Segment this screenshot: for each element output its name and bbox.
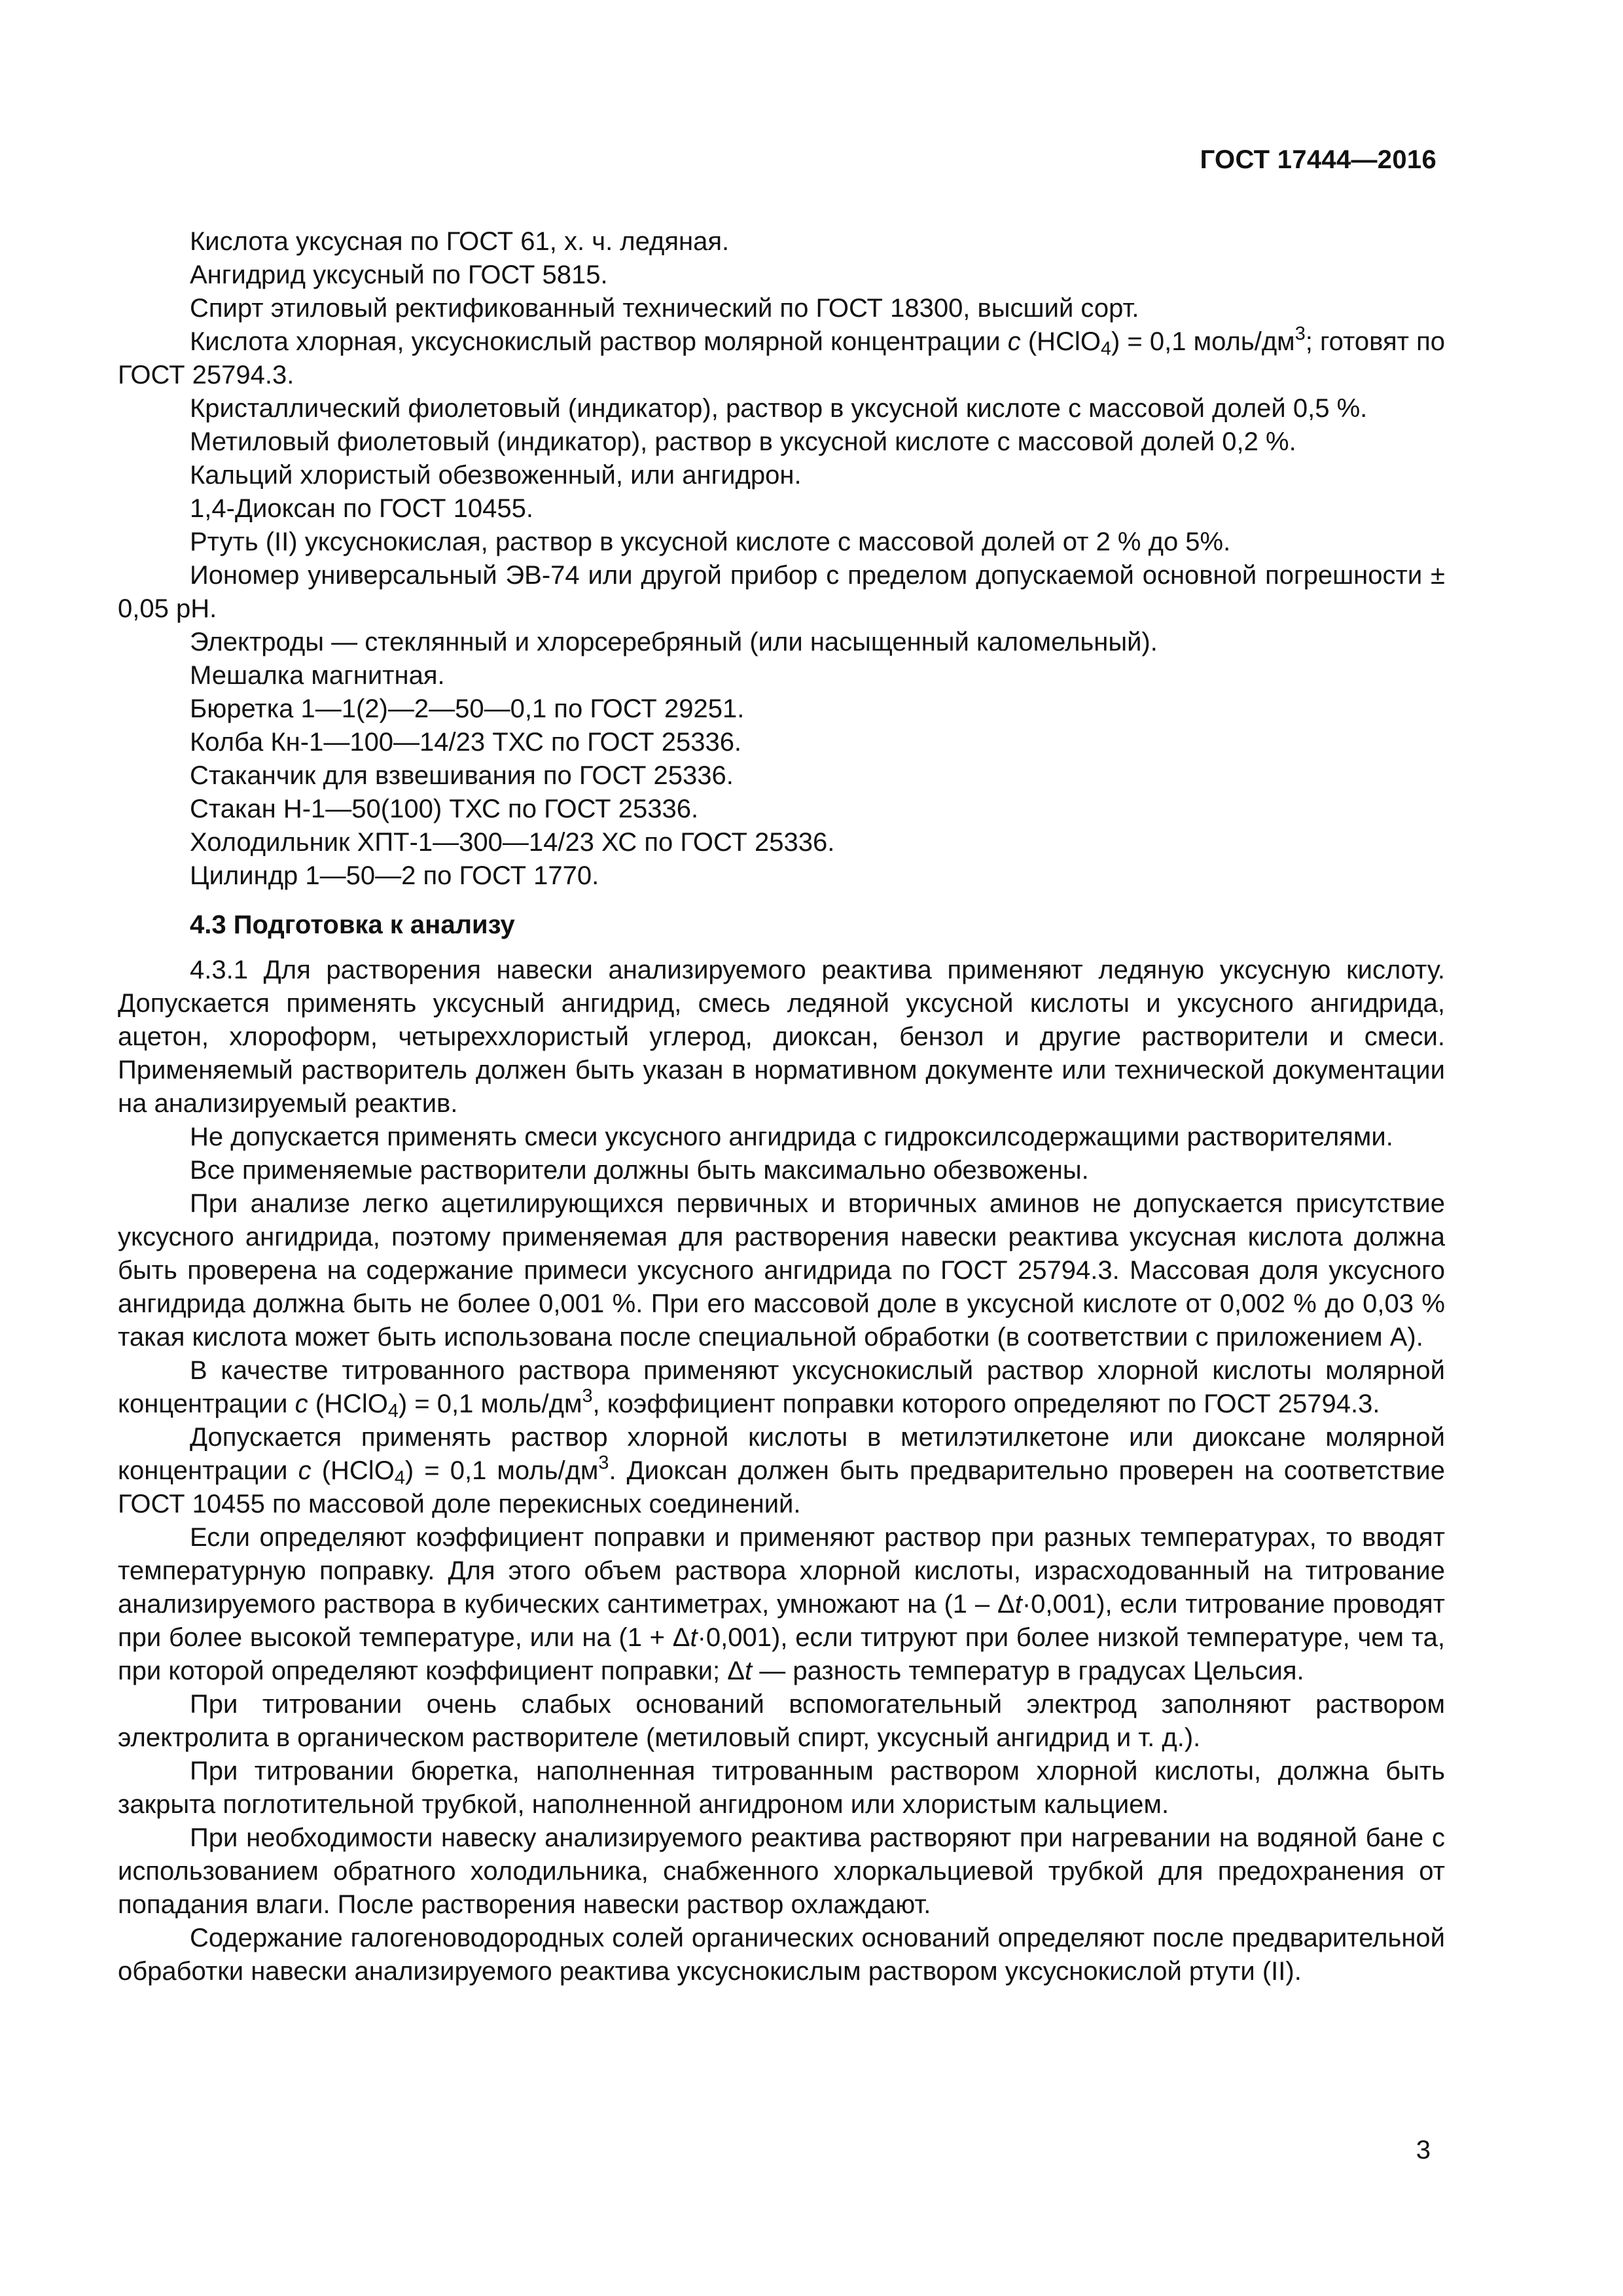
equipment-item-ionomer: Иономер универсальный ЭВ-74 или другой прибор с пределом допускаемой основной погрешности ± 0,05 pH. <box>118 561 1445 623</box>
paragraph-temperature-correction: Если определяют коэффициент поправки и применяют раствор при разных температурах, то вводят температурную поправку. Для этого объем раствора хлорной кислоты, израсходованный на титрование анализируемого раствора в кубических сантиметрах, умножают на (1 – Δt·0,001), если титрование проводят при более высокой температуре, или на (1 + Δt·0,001), если титруют при более низкой температуре, чем та, при которой определяют коэффициент поправки; Δt — разность температур в градусах Цельсия. <box>118 1523 1445 1685</box>
material-item: Ртуть (II) уксуснокислая, раствор в уксусной кислоте с массовой долей от 2 % до 5%. <box>190 528 1231 556</box>
material-item: Ангидрид уксусный по ГОСТ 5815. <box>190 260 608 289</box>
paragraph-titrant: В качестве титрованного раствора применяют уксуснокислый раствор хлорной кислоты молярной концентрации c (HClO$_4$) = 0,1 моль/$дм^3$, коэффициент поправки которого определяют по ГОСТ 25794.3. <box>118 1356 1445 1422</box>
paragraph-alt-titrant: Допускается применять раствор хлорной кислоты в метилэтилкетоне или диоксане молярной концентрации c (HClO$_4$) = 0,1 моль/$дм^3$. Диоксан должен быть предварительно проверен на соответствие ГОСТ 10455 по массовой доле перекисных соединений. <box>118 1423 1446 1518</box>
paragraph: При необходимости навеску анализируемого реактива растворяют при нагревании на водяной бане с использованием обратного холодильника, снабженного хлоркальциевой трубкой для предохранения от попадания влаги. После растворения навески раствор охлаждают. <box>118 1823 1445 1919</box>
paragraph: Все применяемые растворители должны быть максимально обезвожены. <box>190 1156 1089 1185</box>
equipment-item: Стакан Н-1—50(100) ТХС по ГОСТ 25336. <box>190 795 699 823</box>
section-heading: 4.3 Подготовка к анализу <box>190 910 515 939</box>
equipment-item: Электроды — стеклянный и хлорсеребряный (или насыщенный каломельный). <box>190 628 1158 656</box>
material-item: Метиловый фиолетовый (индикатор), раствор в уксусной кислоте с массовой долей 0,2 %. <box>190 427 1296 456</box>
paragraph: При титровании бюретка, наполненная титрованным раствором хлорной кислоты, должна быть закрыта поглотительной трубкой, наполненной ангидроном или хлористым кальцием. <box>118 1757 1445 1819</box>
paragraph: Содержание галогеноводородных солей органических оснований определяют после предварительной обработки навески анализируемого реактива уксуснокислым раствором уксуснокислой ртути (II). <box>118 1924 1445 1986</box>
paragraph: 4.3.1 Для растворения навески анализируемого реактива применяют ледяную уксусную кислоту. Допускается применять уксусный ангидрид, смесь ледяной уксусной кислоты и уксусного ангидрида, ацетон, хлороформ, четыреххлористый углерод, диоксан, бензол и другие растворители и смеси. Применяемый растворитель должен быть указан в нормативном документе или технической документации на анализируемый реактив. <box>118 956 1445 1118</box>
material-item: Кальций хлористый обезвоженный, или ангидрон. <box>190 461 802 490</box>
equipment-item: Стаканчик для взвешивания по ГОСТ 25336. <box>190 761 734 790</box>
equipment-item: Мешалка магнитная. <box>190 661 445 690</box>
paragraph: При анализе легко ацетилирующихся первичных и вторичных аминов не допускается присутствие уксусного ангидрида, поэтому применяемая для растворения навески реактива уксусная кислота должна быть проверена на содержание примеси уксусного ангидрида по ГОСТ 25794.3. Массовая доля уксусного ангидрида должна быть не более 0,001 %. При его массовой доле в уксусной кислоте от 0,002 % до 0,03 % такая кислота может быть использована после специальной обработки (в соответствии с приложением А). <box>118 1189 1445 1352</box>
material-item: Кристаллический фиолетовый (индикатор), раствор в уксусной кислоте с массовой долей 0,5 %. <box>190 394 1368 423</box>
document-body <box>118 225 1445 1988</box>
paragraph: При титровании очень слабых оснований вспомогательный электрод заполняют раствором электролита в органическом растворителе (метиловый спирт, уксусный ангидрид и т. д.). <box>118 1690 1445 1752</box>
equipment-item: Бюретка 1—1(2)—2—50—0,1 по ГОСТ 29251. <box>190 694 745 723</box>
equipment-item: Колба Кн-1—100—14/23 ТХС по ГОСТ 25336. <box>190 728 742 757</box>
equipment-item: Цилиндр 1—50—2 по ГОСТ 1770. <box>190 861 599 890</box>
equipment-item: Холодильник ХПТ-1—300—14/23 ХС по ГОСТ 25336. <box>190 828 835 857</box>
material-item: Спирт этиловый ректификованный технический по ГОСТ 18300, высший сорт. <box>190 294 1139 323</box>
document-code: ГОСТ 17444—2016 <box>1200 145 1436 174</box>
page-number: 3 <box>1416 2136 1431 2164</box>
material-item: 1,4-Диоксан по ГОСТ 10455. <box>190 494 533 523</box>
material-item: Кислота уксусная по ГОСТ 61, х. ч. ледяная. <box>190 227 730 256</box>
paragraph: Не допускается применять смеси уксусного ангидрида с гидроксилсодержащими растворителями. <box>190 1122 1393 1151</box>
material-item-perchloric-acid: Кислота хлорная, уксуснокислый раствор молярной концентрации c (HClO$_4$) = 0,1 моль/$дм^3$; готовят по ГОСТ 25794.3. <box>118 323 1445 389</box>
